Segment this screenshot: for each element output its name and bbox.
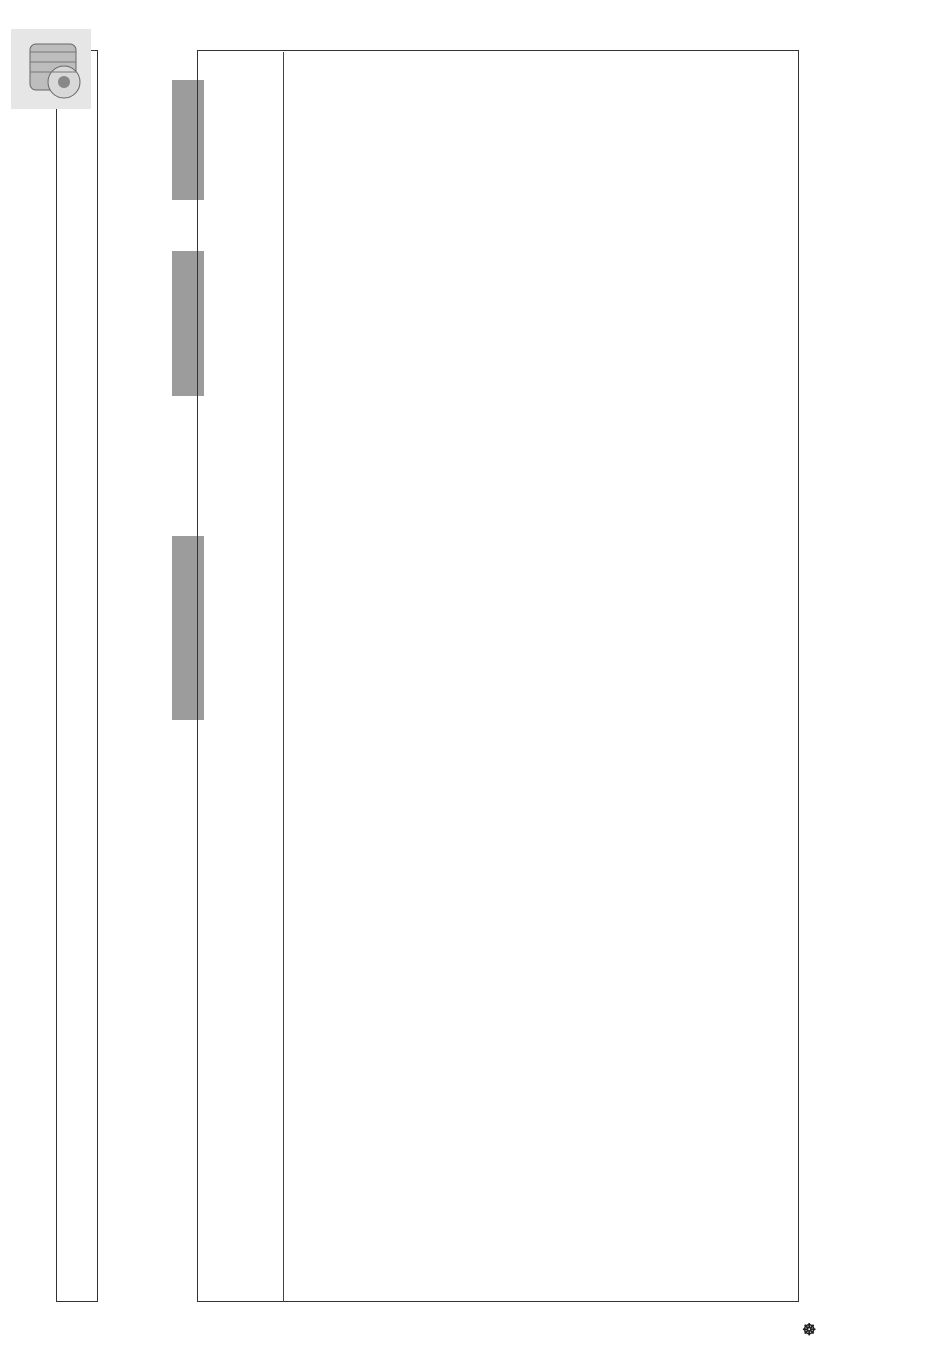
motor-thumbnail: [8, 26, 94, 112]
column-header-rule: [283, 52, 284, 1302]
motor-icon: [8, 26, 94, 112]
page-header: [56, 50, 98, 1302]
brand-mark-icon: ☸: [802, 1322, 817, 1339]
motor-frame: [197, 50, 799, 1302]
brand-logo: [802, 1320, 816, 1340]
